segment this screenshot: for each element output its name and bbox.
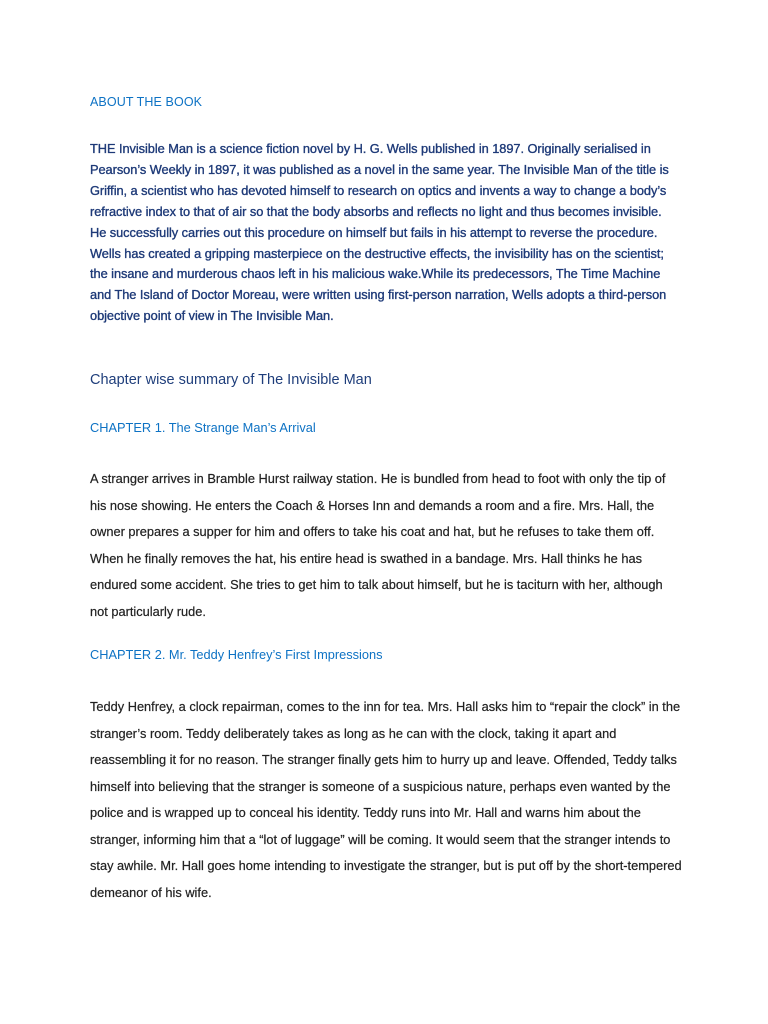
- summary-heading: Chapter wise summary of The Invisible Man: [90, 372, 372, 388]
- chapter-2-heading: CHAPTER 2. Mr. Teddy Henfrey’s First Impressions: [90, 647, 383, 662]
- chapter-2-paragraph: Teddy Henfrey, a clock repairman, comes to the inn for tea. Mrs. Hall asks him to “repair the clock” in the stranger’s room. Teddy deliberately takes as long as he can with the clock, taking it apart and reassembling it for no reason. The stranger finally gets him to hurry up and leave. Offended, Teddy talks himself into believing that the stranger is someone of a suspicious nature, perhaps even wanted by the police and is wrapped up to conceal his identity. Teddy runs into Mr. Hall and warns him about the stranger, informing him that a “lot of luggage” will be coming. It would seem that the stranger intends to stay awhile. Mr. Hall goes home intending to investigate the stranger, but is put off by the short-tempered demeanor of his wife.: [90, 699, 682, 900]
- about-paragraph: THE Invisible Man is a science fiction novel by H. G. Wells published in 1897. Originally serialised in Pearson’s Weekly in 1897, it was published as a novel in the same year. The Invisible Man of the title is Griffin, a scientist who has devoted himself to research on optics and invents a way to change a body’s refractive index to that of air so that the body absorbs and reflects no light and thus becomes invisible. He successfully carries out this procedure on himself but fails in his attempt to reverse the procedure. Wells has created a gripping masterpiece on the destructive effects, the invisibility has on the scientist; the insane and murderous chaos left in his malicious wake.While its predecessors, The Time Machine and The Island of Doctor Moreau, were written using first-person narration, Wells adopts a third-person objective point of view in The Invisible Man.: [90, 141, 669, 324]
- chapter-1-heading: CHAPTER 1. The Strange Man’s Arrival: [90, 420, 316, 435]
- chapter-1-paragraph: A stranger arrives in Bramble Hurst railway station. He is bundled from head to foot with only the tip of his nose showing. He enters the Coach & Horses Inn and demands a room and a fire. Mrs. Hall, the owner prepares a supper for him and offers to take his coat and hat, but he refuses to take them off. When he finally removes the hat, his entire head is swathed in a bandage. Mrs. Hall thinks he has endured some accident. She tries to get him to talk about himself, but he is taciturn with her, although not particularly rude.: [90, 471, 666, 619]
- about-heading: ABOUT THE BOOK: [90, 95, 203, 109]
